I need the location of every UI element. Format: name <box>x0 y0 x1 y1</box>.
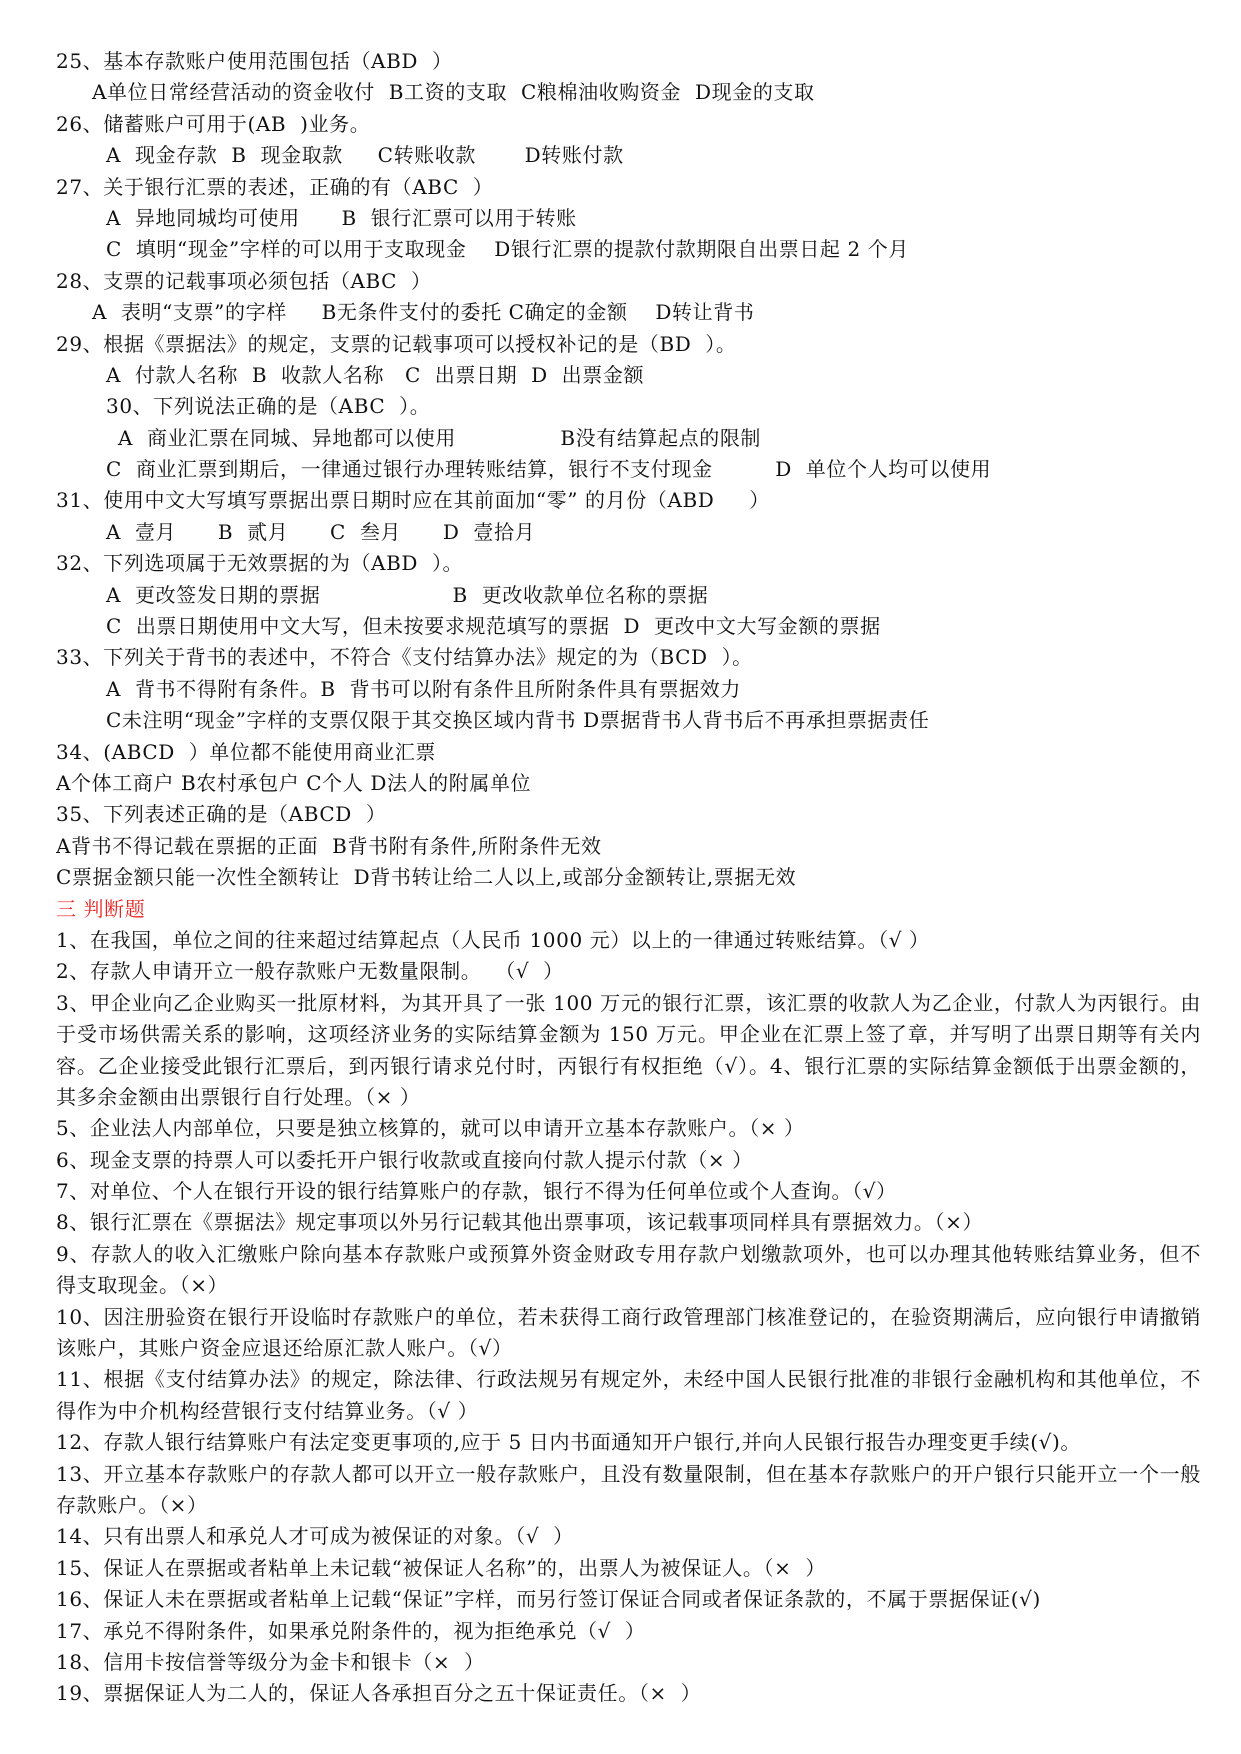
choice-line: 26、储蓄账户可用于(AB )业务。 <box>56 111 371 136</box>
choice-line: A 表明“支票”的字样 B无条件支付的委托 C确定的金额 D转让背书 <box>92 300 755 325</box>
choice-line: C 填明“现金”字样的可以用于支取现金 D银行汇票的提款付款期限自出票日起 2 个月 <box>106 237 909 262</box>
choice-line: C未注明“现金”字样的支票仅限于其交换区域内背书 D票据背书人背书后不再承担票据责任 <box>106 708 930 733</box>
choice-line: C 出票日期使用中文大写，但未按要求规范填写的票据 D 更改中文大写金额的票据 <box>106 614 881 639</box>
multiple-choice-section <box>56 46 1201 894</box>
choice-line: A个体工商户 B农村承包户 C个人 D法人的附属单位 <box>56 770 532 795</box>
choice-line: 30、下列说法正确的是（ABC ）。 <box>106 394 431 419</box>
judgment-item: 13、开立基本存款账户的存款人都可以开立一般存款账户，且没有数量限制，但在基本存款账户的开户银行只能开立一个一般存款账户。（×） <box>56 1461 1201 1518</box>
choice-line: 34、(ABCD ）单位都不能使用商业汇票 <box>56 739 437 764</box>
choice-line: A背书不得记载在票据的正面 B背书附有条件,所附条件无效 <box>56 833 602 858</box>
choice-line: 35、下列表述正确的是（ABCD ） <box>56 802 387 827</box>
judgment-item: 3、甲企业向乙企业购买一批原材料，为其开具了一张 100 万元的银行汇票，该汇票的收款人为乙企业，付款人为丙银行。由于受市场供需关系的影响，这项经济业务的实际结算金额为 150 万元。甲企业在汇票上签了章，并写明了出票日期等有关内容。乙企业接受此银行汇票后，到丙银行请求兑付时，丙银行有权拒绝（√）。4、银行汇票的实际结算金额低于出票金额的，其多余金额由出票银行自行处理。（× ） <box>56 990 1201 1109</box>
judgment-item: 16、保证人未在票据或者粘单上记载“保证”字样，而另行签订保证合同或者保证条款的，不属于票据保证(√) <box>56 1587 1041 1612</box>
judgment-item: 6、现金支票的持票人可以委托开户银行收款或直接向付款人提示付款（× ） <box>56 1147 753 1172</box>
choice-line: A 现金存款 B 现金取款 C转账收款 D转账付款 <box>106 143 624 168</box>
judgment-item: 10、因注册验资在银行开设临时存款账户的单位，若未获得工商行政管理部门核准登记的，在验资期满后，应向银行申请撤销该账户，其账户资金应退还给原汇款人账户。（√） <box>56 1304 1201 1361</box>
choice-line: 32、下列选项属于无效票据的为（ABD ）。 <box>56 551 464 576</box>
judgment-item: 11、根据《支付结算办法》的规定，除法律、行政法规另有规定外，未经中国人民银行批准的非银行金融机构和其他单位，不得作为中介机构经营银行支付结算业务。（√ ） <box>56 1367 1201 1423</box>
section-title: 三 判断题 <box>56 896 146 921</box>
judgment-item: 19、票据保证人为二人的，保证人各承担百分之五十保证责任。（× ） <box>56 1681 702 1706</box>
judgment-item: 8、银行汇票在《票据法》规定事项以外另行记载其他出票事项，该记载事项同样具有票据效力。（×） <box>56 1210 984 1235</box>
judgment-item: 2、存款人申请开立一般存款账户无数量限制。 （√ ） <box>56 959 564 984</box>
choice-line: A 商业汇票在同城、异地都可以使用 B没有结算起点的限制 <box>118 425 762 450</box>
judgment-item: 15、保证人在票据或者粘单上未记载“被保证人名称”的，出票人为被保证人。（× ） <box>56 1555 826 1580</box>
judgment-item: 17、承兑不得附条件，如果承兑附条件的，视为拒绝承兑（√ ） <box>56 1618 646 1643</box>
judgment-item: 7、对单位、个人在银行开设的银行结算账户的存款，银行不得为任何单位或个人查询。（√） <box>56 1179 897 1204</box>
choice-line: A 异地同城均可使用 B 银行汇票可以用于转账 <box>106 205 577 230</box>
choice-line: 29、根据《票据法》的规定，支票的记载事项可以授权补记的是（BD ）。 <box>56 331 737 356</box>
choice-line: C 商业汇票到期后，一律通过银行办理转账结算，银行不支付现金 D 单位个人均可以使用 <box>106 457 992 482</box>
choice-line: 27、关于银行汇票的表述，正确的有（ABC ） <box>56 174 494 199</box>
choice-line: 31、使用中文大写填写票据出票日期时应在其前面加“零” 的月份（ABD ） <box>56 488 770 513</box>
judgment-item: 5、企业法人内部单位，只要是独立核算的，就可以申请开立基本存款账户。（× ） <box>56 1116 805 1141</box>
judgment-item: 1、在我国，单位之间的往来超过结算起点（人民币 1000 元）以上的一律通过转账结算。（√ ） <box>56 927 930 952</box>
choice-line: A 更改签发日期的票据 B 更改收款单位名称的票据 <box>106 582 709 607</box>
choice-line: A单位日常经营活动的资金收付 B工资的支取 C粮棉油收购资金 D现金的支取 <box>92 80 815 105</box>
choice-line: 25、基本存款账户使用范围包括（ABD ） <box>56 49 453 73</box>
choice-line: 33、下列关于背书的表述中，不符合《支付结算办法》规定的为（BCD ）。 <box>56 645 753 670</box>
judgment-item: 12、存款人银行结算账户有法定变更事项的,应于 5 日内书面通知开户银行,并向人民银行报告办理变更手续(√)。 <box>56 1430 1081 1455</box>
choice-line: A 壹月 B 贰月 C 叁月 D 壹拾月 <box>106 519 536 544</box>
true-false-section <box>56 925 1201 1710</box>
judgment-item: 14、只有出票人和承兑人才可成为被保证的对象。（√ ） <box>56 1524 574 1549</box>
choice-line: A 背书不得附有条件。B 背书可以附有条件且所附条件具有票据效力 <box>106 676 741 701</box>
judgment-item: 18、信用卡按信誉等级分为金卡和银卡（× ） <box>56 1650 485 1675</box>
choice-line: C票据金额只能一次性全额转让 D背书转让给二人以上,或部分金额转让,票据无效 <box>56 865 797 890</box>
choice-line: 28、支票的记载事项必须包括（ABC ） <box>56 268 432 293</box>
choice-line: A 付款人名称 B 收款人名称 C 出票日期 D 出票金额 <box>106 362 645 387</box>
judgment-item: 9、存款人的收入汇缴账户除向基本存款账户或预算外资金财政专用存款户划缴款项外，也可以办理其他转账结算业务，但不得支取现金。（×） <box>56 1241 1201 1298</box>
